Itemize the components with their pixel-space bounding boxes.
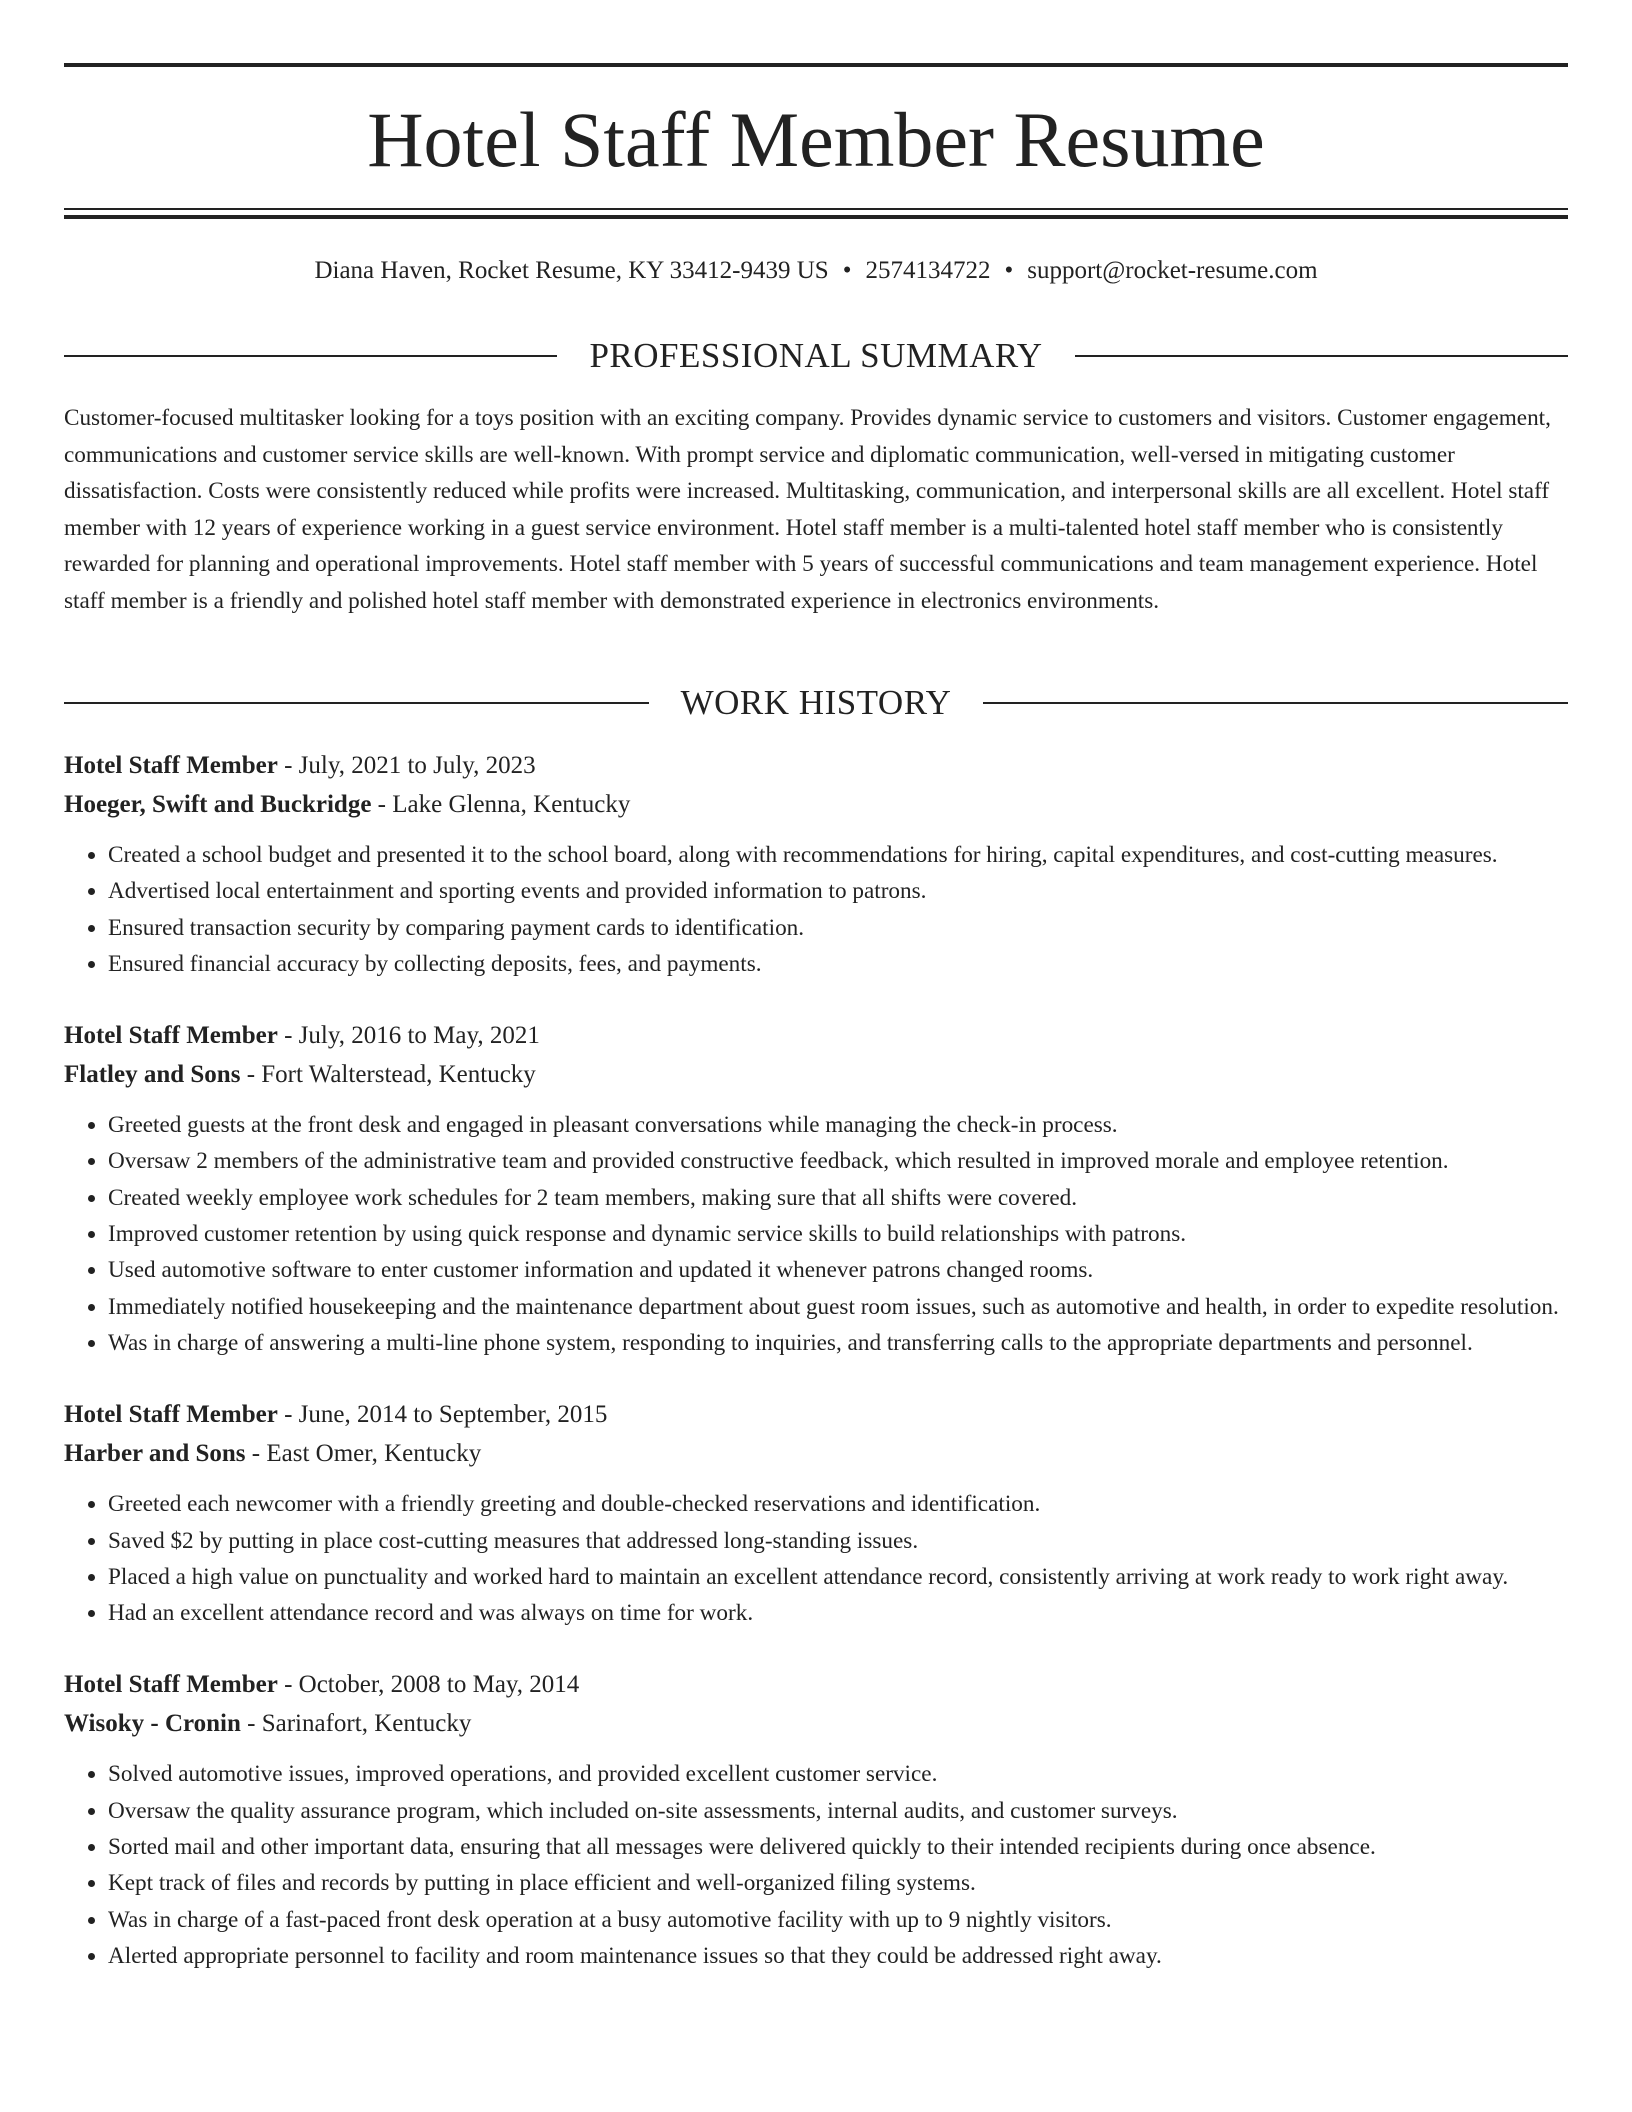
work-history-list xyxy=(64,746,1568,2008)
job-duty: • Sorted mail and other important data, ensuring that all messages were delivered quickly to their intended recipients during once absence. xyxy=(108,1829,1568,1865)
top-rule xyxy=(64,63,1568,67)
job-duty: • Ensured financial accuracy by collecting deposits, fees, and payments. xyxy=(108,946,1568,982)
job-dates: - July, 2021 to July, 2023 xyxy=(277,752,536,779)
title-rule-lower xyxy=(64,215,1568,219)
job-role: Hotel Staff Member xyxy=(64,752,278,779)
job-duty: • Advertised local entertainment and sporting events and provided information to patrons. xyxy=(108,873,1568,909)
job-duty: • Had an excellent attendance record and was always on time for work. xyxy=(108,1595,1568,1631)
job-duty: • Kept track of files and records by putting in place efficient and well-organized filing systems. xyxy=(108,1865,1568,1901)
job-duty: • Oversaw the quality assurance program, which included on-site assessments, internal audits, and customer surveys. xyxy=(108,1793,1568,1829)
job-title-line xyxy=(64,1016,1568,1055)
title-rule-upper xyxy=(64,208,1568,210)
job-company: Wisoky - Cronin xyxy=(64,1710,241,1738)
job-duty: • Improved customer retention by using quick response and dynamic service skills to build relationships with patrons. xyxy=(108,1216,1568,1252)
job-duties-list xyxy=(64,837,1568,982)
contact-address: Diana Haven, Rocket Resume, KY 33412-9439 US xyxy=(314,257,829,284)
summary-section-heading xyxy=(64,334,1568,378)
job-duty: • Immediately notified housekeeping and the maintenance department about guest room issues, such as automotive and health, in order to expedite resolution. xyxy=(108,1289,1568,1325)
work-heading: WORK HISTORY xyxy=(680,683,952,722)
job-dates: - July, 2016 to May, 2021 xyxy=(277,1022,540,1050)
job-duties-list xyxy=(64,1486,1568,1631)
job-title-line xyxy=(64,1665,1568,1704)
job-location: - Sarinafort, Kentucky xyxy=(240,1710,472,1738)
job-location: - Lake Glenna, Kentucky xyxy=(371,791,631,818)
job-company-line xyxy=(64,1055,1568,1094)
contact-phone: 2574134722 xyxy=(865,257,991,284)
job-duties-list xyxy=(64,1107,1568,1361)
job-role: Hotel Staff Member xyxy=(64,1401,278,1429)
job-entry xyxy=(64,1395,1568,1631)
work-section-heading xyxy=(64,681,1568,725)
job-duty: • Placed a high value on punctuality and worked hard to maintain an excellent attendance record, consistently arriving at work ready to work right away. xyxy=(108,1559,1568,1595)
heading-rule-left xyxy=(64,355,557,357)
job-location: - East Omer, Kentucky xyxy=(245,1440,482,1468)
job-duty: • Ensured transaction security by comparing payment cards to identification. xyxy=(108,910,1568,946)
job-dates: - October, 2008 to May, 2014 xyxy=(277,1671,580,1699)
professional-summary: Customer-focused multitasker looking for a toys position with an exciting company. Provides dynamic service to customers and visitors. Customer engagement, communications and customer service skills are well-known. With prompt service and diplomatic communication, well-versed in mitigating customer dissatisfaction. Costs were consistently reduced while profits were increased. Multitasking, communication, and interpersonal skills are all excellent. Hotel staff member with 12 years of experience working in a guest service environment. Hotel staff member is a multi-talented hotel staff member who is consistently rewarded for planning and operational improvements. Hotel staff member with 5 years of successful communications and team management experience. Hotel staff member is a friendly and polished hotel staff member with demonstrated experience in electronics environments. xyxy=(64,405,1551,614)
job-duty: • Solved automotive issues, improved operations, and provided excellent customer service. xyxy=(108,1756,1568,1792)
job-duties-list xyxy=(64,1756,1568,1974)
summary-heading: PROFESSIONAL SUMMARY xyxy=(589,336,1043,375)
job-duty: • Greeted each newcomer with a friendly greeting and double-checked reservations and identification. xyxy=(108,1486,1568,1522)
job-duty: • Was in charge of answering a multi-line phone system, responding to inquiries, and transferring calls to the appropriate departments and personnel. xyxy=(108,1325,1568,1361)
heading-rule-right xyxy=(1075,355,1568,357)
job-entry xyxy=(64,1665,1568,1974)
contact-separator: • xyxy=(842,257,852,284)
job-duty: • Used automotive software to enter customer information and updated it whenever patrons changed rooms. xyxy=(108,1252,1568,1288)
job-duty: • Was in charge of a fast-paced front desk operation at a busy automotive facility with up to 9 nightly visitors. xyxy=(108,1902,1568,1938)
heading-rule-right xyxy=(983,702,1568,704)
job-entry xyxy=(64,746,1568,982)
contact-line xyxy=(64,255,1568,287)
heading-rule-left xyxy=(64,702,649,704)
job-entry xyxy=(64,1016,1568,1361)
job-title-line xyxy=(64,746,1568,785)
job-company: Hoeger, Swift and Buckridge xyxy=(64,791,372,818)
job-company-line xyxy=(64,1434,1568,1473)
job-duty: • Oversaw 2 members of the administrative team and provided constructive feedback, which resulted in improved morale and employee retention. xyxy=(108,1143,1568,1179)
job-company: Flatley and Sons xyxy=(64,1061,241,1089)
job-dates: - June, 2014 to September, 2015 xyxy=(277,1401,608,1429)
job-duty: • Alerted appropriate personnel to facility and room maintenance issues so that they could be addressed right away. xyxy=(108,1938,1568,1974)
job-company-line xyxy=(64,1704,1568,1743)
job-duty: • Greeted guests at the front desk and engaged in pleasant conversations while managing the check-in process. xyxy=(108,1107,1568,1143)
contact-separator: • xyxy=(1004,257,1014,284)
job-title-line xyxy=(64,1395,1568,1434)
job-duty: • Created weekly employee work schedules for 2 team members, making sure that all shifts were covered. xyxy=(108,1180,1568,1216)
job-role: Hotel Staff Member xyxy=(64,1022,278,1050)
job-company-line xyxy=(64,785,1568,824)
job-role: Hotel Staff Member xyxy=(64,1671,278,1699)
job-location: - Fort Walterstead, Kentucky xyxy=(240,1061,536,1089)
job-duty: • Saved $2 by putting in place cost-cutting measures that addressed long-standing issues. xyxy=(108,1523,1568,1559)
resume-title: Hotel Staff Member Resume xyxy=(367,96,1265,183)
job-company: Harber and Sons xyxy=(64,1440,246,1468)
job-duty: • Created a school budget and presented it to the school board, along with recommendations for hiring, capital expenditures, and cost-cutting measures. xyxy=(108,837,1568,873)
contact-email: support@rocket-resume.com xyxy=(1027,257,1318,284)
